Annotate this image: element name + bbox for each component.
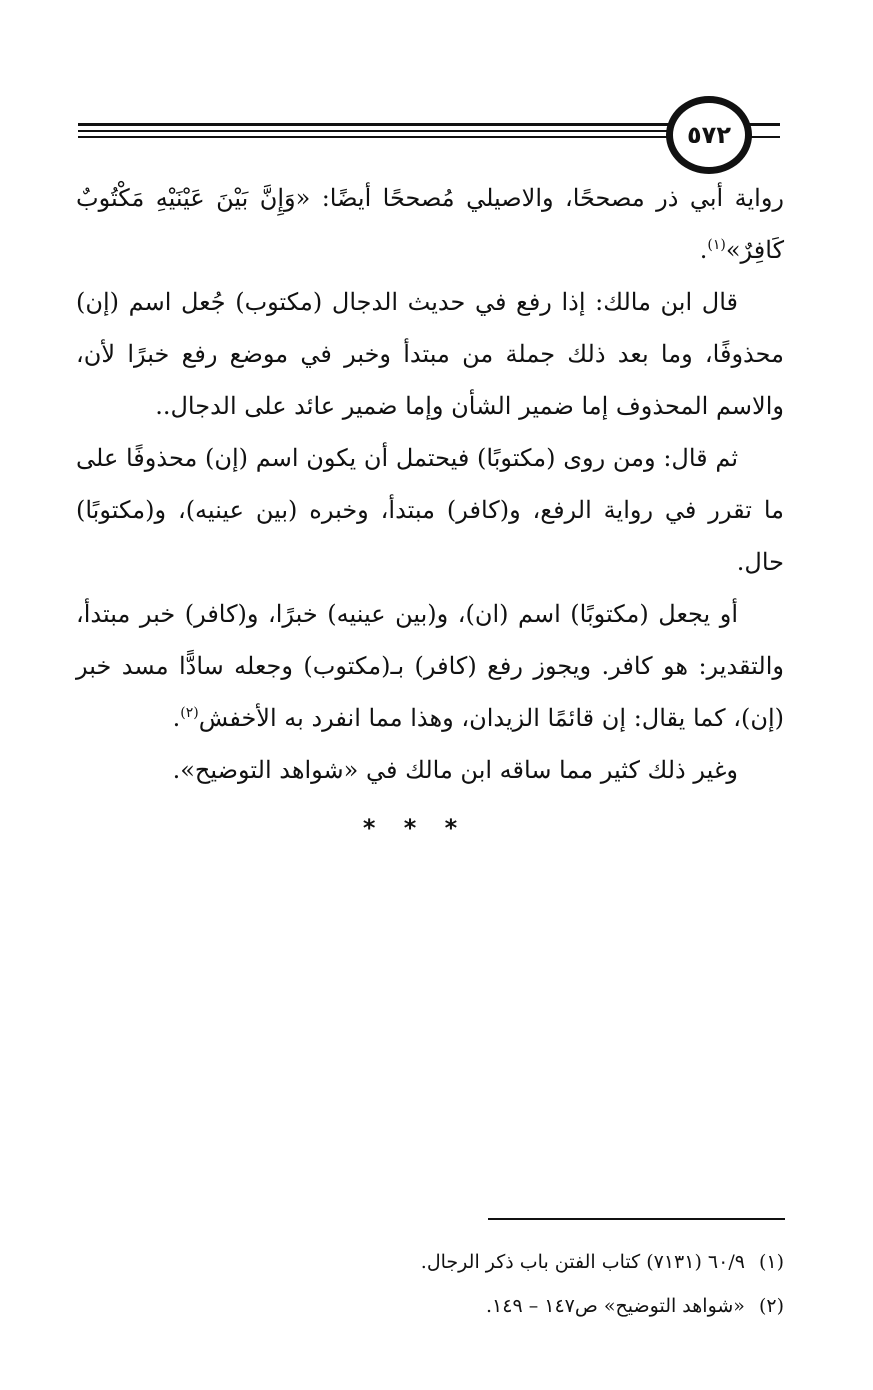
- footnote-ref-2: (٢): [180, 705, 199, 721]
- footnote-2-text: «شواهد التوضيح» ص١٤٧ – ١٤٩.: [485, 1295, 745, 1317]
- footnote-ref-1: (١): [707, 237, 726, 253]
- paragraph-1-text: رواية أبي ذر مصححًا، والاصيلي مُصححًا أيضًا: «وَإِنَّ بَيْنَ عَيْنَيْهِ مَكْتُوبٌ كَافِرٌ»: [76, 184, 784, 264]
- page-number: ٥٧٢: [666, 96, 752, 174]
- paragraph-4-text: أو يجعل (مكتوبًا) اسم (ان)، و(بين عينيه) خبرًا، و(كافر) خبر مبتدأ، والتقدير: هو كافر. ويجوز رفع (كافر) بـ(مكتوب) وجعله سادًّا مسد خبر (إن)، كما يقال: إن قائمًا الزيدان، وهذا مما انفرد به الأخفش: [76, 600, 784, 732]
- section-separator: * * *: [362, 814, 468, 842]
- header-rule-middle: [78, 130, 718, 132]
- footnote-1-text: ٦٠/٩ (٧١٣١) كتاب الفتن باب ذكر الرجال.: [420, 1251, 745, 1273]
- paragraph-2: قال ابن مالك: إذا رفع في حديث الدجال (مكتوب) جُعل اسم (إن) محذوفًا، وما بعد ذلك جملة من مبتدأ وخبر في موضع رفع خبرًا لأن، والاسم المحذوف إما ضمير الشأن وإما ضمير عائد على الدجال..: [76, 288, 784, 420]
- footnote-2: [76, 1284, 784, 1328]
- footnotes: [76, 1240, 784, 1328]
- paragraph-1-end: .: [699, 236, 708, 264]
- footnote-2-number: (٢): [758, 1295, 784, 1317]
- footnote-1: [76, 1240, 784, 1284]
- paragraph-5: وغير ذلك كثير مما ساقه ابن مالك في «شواهد التوضيح».: [172, 756, 738, 784]
- header-rule-bottom: [78, 136, 718, 138]
- header-rule-right-bottom: [748, 136, 780, 138]
- main-text: [76, 172, 784, 854]
- paragraph-3: ثم قال: ومن روى (مكتوبًا) فيحتمل أن يكون اسم (إن) محذوفًا على ما تقرر في رواية الرفع، و(كافر) مبتدأ، وخبره (بين عينيه)، و(مكتوبًا) حال.: [76, 444, 784, 576]
- footnote-1-number: (١): [758, 1251, 784, 1273]
- header-rule-top: [78, 123, 718, 126]
- page-header: [0, 90, 873, 170]
- paragraph-4-end: .: [172, 704, 181, 732]
- paragraph-4: [76, 588, 784, 744]
- paragraph-1: [76, 172, 784, 276]
- header-rule-right-top: [748, 123, 780, 126]
- footnote-divider: [488, 1218, 785, 1220]
